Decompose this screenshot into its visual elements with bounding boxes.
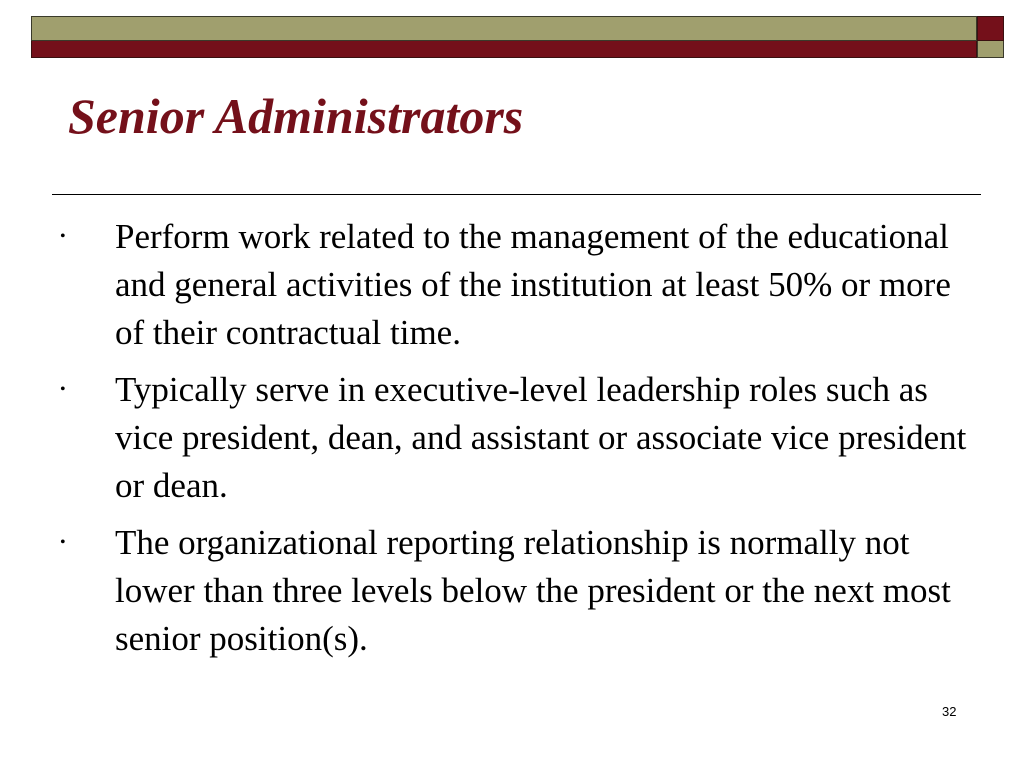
title-divider	[52, 194, 981, 195]
bullet-dot-icon: •	[60, 534, 66, 551]
bullet-dot-icon: •	[60, 228, 66, 245]
header-corner-olive-square	[977, 41, 1004, 58]
slide-title: Senior Administrators	[68, 88, 524, 144]
header-banner-maroon-bar	[31, 41, 977, 58]
bullet-dot-icon: •	[60, 381, 66, 398]
bullet-text: The organizational reporting relationship is normally not lower than three levels below the president or the next most senior position(s).	[115, 523, 951, 658]
bullet-text: Typically serve in executive-level leadership roles such as vice president, dean, and assistant or associate vice president or dean.	[115, 370, 967, 505]
page-number: 32	[942, 704, 957, 719]
bullet-item	[56, 519, 976, 663]
bullet-item	[56, 213, 976, 357]
bullet-item	[56, 366, 976, 510]
header-banner-olive-bar	[31, 16, 977, 41]
bullet-list	[56, 213, 976, 672]
header-corner-maroon-square	[977, 16, 1004, 41]
bullet-text: Perform work related to the management of the educational and general activities of the institution at least 50% or more of their contractual time.	[115, 217, 951, 352]
